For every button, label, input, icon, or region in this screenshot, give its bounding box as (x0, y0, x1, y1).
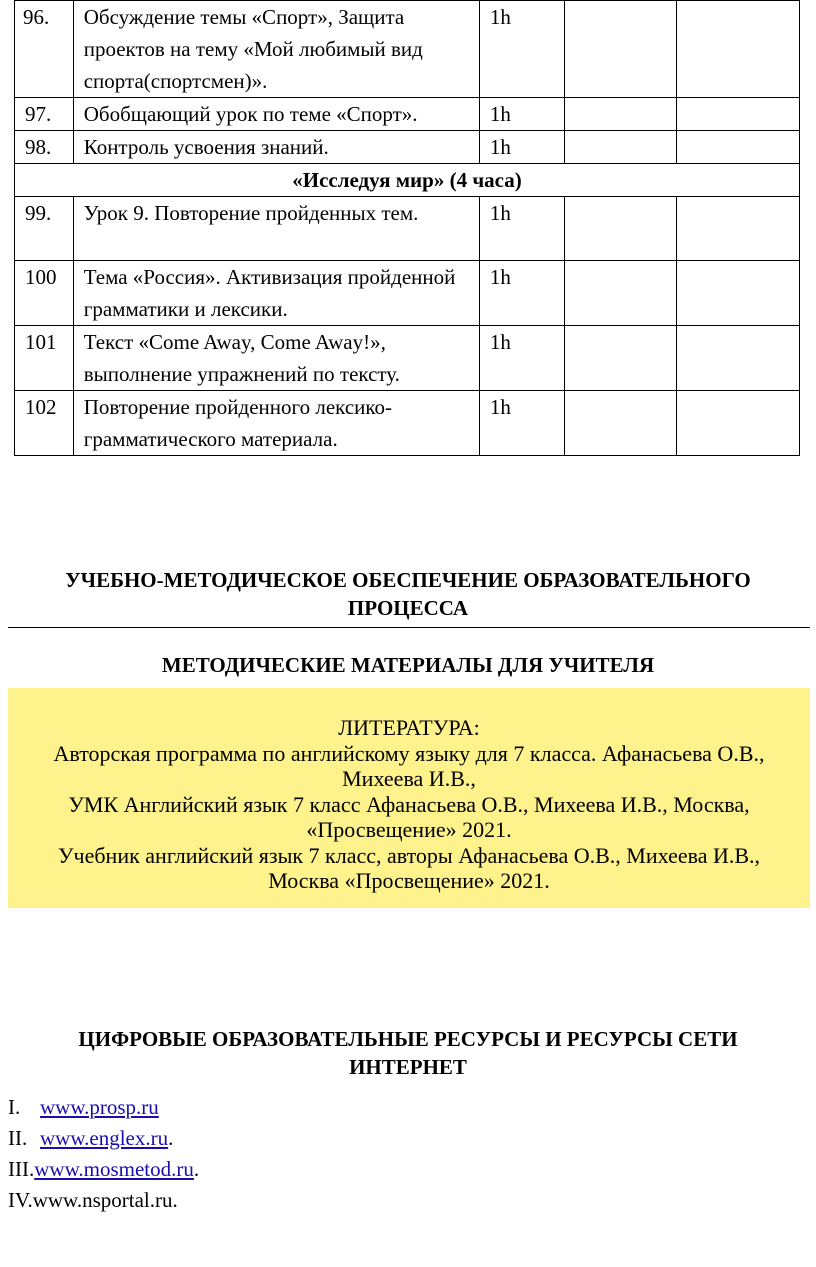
heading-digital-resources (0, 1025, 816, 1081)
empty-cell (564, 1, 676, 98)
lesson-hours: 1h (479, 131, 564, 164)
lesson-topic: Текст «Come Away, Come Away!», выполнение упражнений по тексту. (73, 326, 479, 391)
literature-line: Учебник английский язык 7 класс, авторы Афанасьева О.В., Михеева И.В., (57, 842, 761, 868)
resource-text-nsportal: www.nsportal.ru. (32, 1188, 178, 1212)
link-suffix: . (168, 1126, 174, 1150)
table-row (15, 131, 800, 164)
lesson-topic: Контроль усвоения знаний. (73, 131, 479, 164)
empty-cell (677, 391, 800, 456)
lesson-number: 102 (15, 391, 74, 456)
list-item (8, 1154, 199, 1185)
lesson-hours: 1h (479, 1, 564, 98)
lesson-number: 96. (15, 1, 74, 98)
lesson-topic: Обсуждение темы «Спорт», Защита проектов на тему «Мой любимый вид спорта(спортсмен)». (73, 1, 479, 98)
lesson-number: 99. (15, 197, 74, 261)
lesson-topic: Повторение пройденного лексико-грамматического материала. (73, 391, 479, 456)
empty-cell (564, 391, 676, 456)
table-row (15, 197, 800, 261)
lesson-number: 101 (15, 326, 74, 391)
resource-link-prosp[interactable]: www.prosp.ru (40, 1095, 159, 1119)
empty-cell (564, 98, 676, 131)
empty-cell (677, 197, 800, 261)
empty-cell (677, 326, 800, 391)
heading-line: УЧЕБНО-МЕТОДИЧЕСКОЕ ОБЕСПЕЧЕНИЕ ОБРАЗОВАТЕЛЬНОГО (65, 568, 751, 592)
lesson-topic: Урок 9. Повторение пройденных тем. (73, 197, 479, 261)
empty-cell (677, 98, 800, 131)
empty-cell (677, 1, 800, 98)
table-row (15, 1, 800, 98)
list-marker: I. (8, 1095, 21, 1119)
table-row (15, 326, 800, 391)
literature-line: УМК Английский язык 7 класс Афанасьева О.В., Михеева И.В., Москва, (68, 791, 750, 817)
literature-title: ЛИТЕРАТУРА: (338, 715, 480, 740)
link-suffix: . (193, 1157, 200, 1181)
lesson-hours: 1h (479, 391, 564, 456)
empty-cell (677, 131, 800, 164)
list-marker: II. (8, 1126, 28, 1150)
heading-line: ПРОЦЕССА (347, 596, 469, 620)
heading-line: ЦИФРОВЫЕ ОБРАЗОВАТЕЛЬНЫЕ РЕСУРСЫ И РЕСУРСЫ СЕТИ (78, 1027, 738, 1051)
empty-cell (677, 261, 800, 326)
lesson-hours: 1h (479, 261, 564, 326)
resource-list (8, 1092, 199, 1216)
lesson-hours: 1h (479, 197, 564, 261)
list-marker: IV. (8, 1188, 33, 1212)
empty-cell (564, 131, 676, 164)
lesson-topic: Тема «Россия». Активизация пройденной грамматики и лексики. (73, 261, 479, 326)
literature-line: Михеева И.В., (342, 766, 476, 791)
heading-teacher-materials: МЕТОДИЧЕСКИЕ МАТЕРИАЛЫ ДЛЯ УЧИТЕЛЯ (161, 653, 655, 677)
lesson-hours: 1h (479, 98, 564, 131)
resource-link-englex[interactable]: www.englex.ru (40, 1126, 169, 1150)
table-row (15, 98, 800, 131)
resource-link-mosmetod[interactable]: www.mosmetod.ru (34, 1157, 194, 1181)
divider (8, 627, 810, 628)
lesson-number: 98. (15, 131, 74, 164)
table-row (15, 391, 800, 456)
list-item (8, 1092, 199, 1123)
table-row (15, 261, 800, 326)
lesson-number: 100 (15, 261, 74, 326)
lesson-number: 97. (15, 98, 74, 131)
heading-methodical-support (0, 566, 816, 622)
list-item (8, 1185, 199, 1216)
literature-line: Москва «Просвещение» 2021. (268, 868, 550, 893)
list-item (8, 1123, 199, 1154)
list-marker: III. (8, 1157, 35, 1181)
section-title: «Исследуя мир» (4 часа) (15, 164, 800, 197)
lesson-hours: 1h (479, 326, 564, 391)
literature-block (8, 688, 810, 908)
empty-cell (564, 261, 676, 326)
lesson-plan-table (14, 0, 800, 456)
section-row (15, 164, 800, 197)
empty-cell (564, 197, 676, 261)
literature-line: «Просвещение» 2021. (306, 817, 512, 842)
literature-line: Авторская программа по английскому языку для 7 класса. Афанасьева О.В., (53, 740, 765, 766)
heading-line: ИНТЕРНЕТ (349, 1055, 467, 1079)
lesson-topic: Обобщающий урок по теме «Спорт». (73, 98, 479, 131)
empty-cell (564, 326, 676, 391)
